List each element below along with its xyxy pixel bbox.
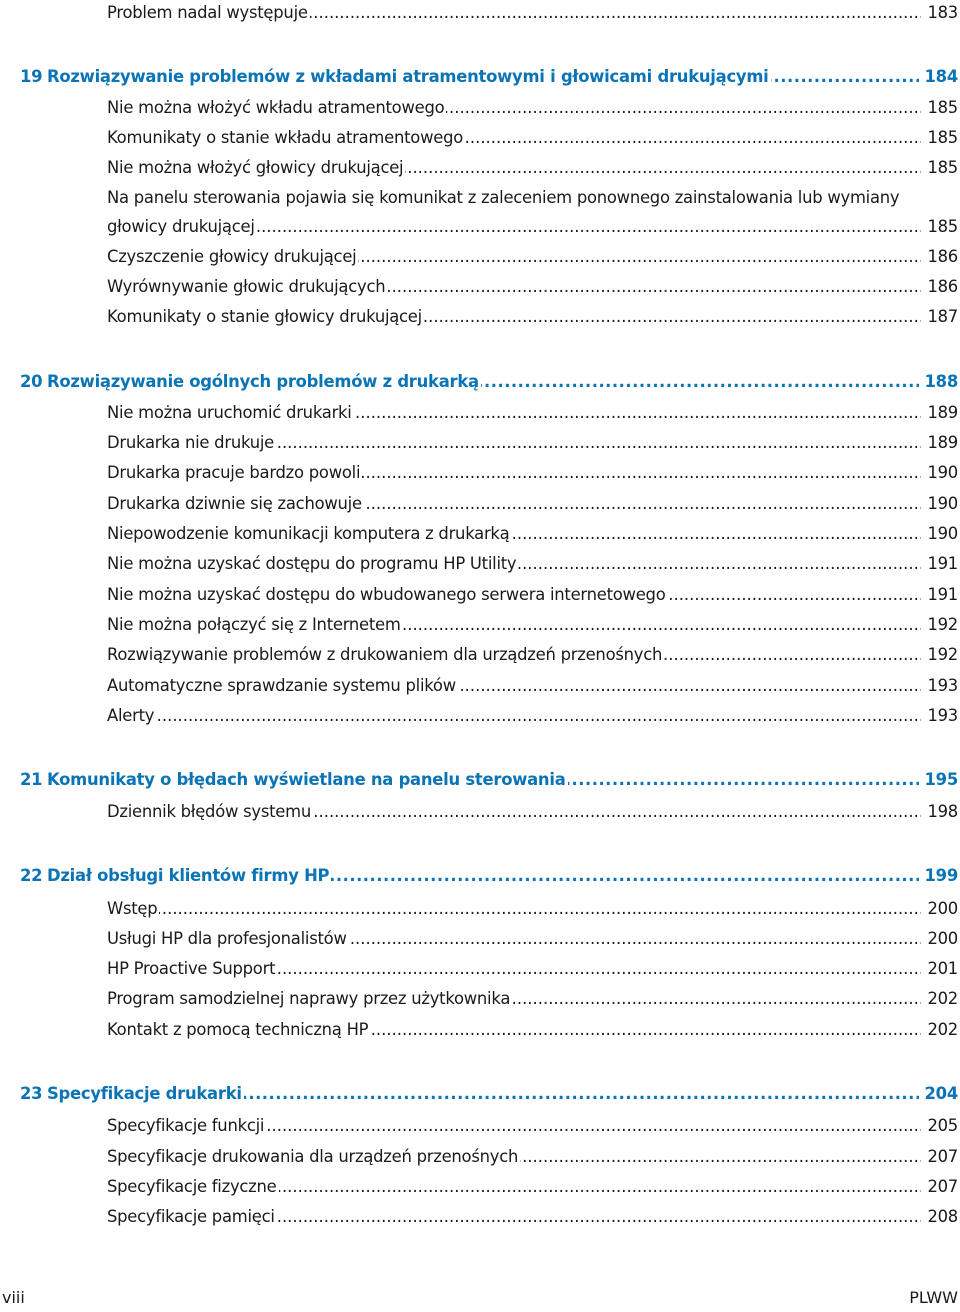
toc-entry-title: Alerty [107,706,155,725]
toc-entry-page: 190 [927,524,958,543]
toc-entry[interactable] [0,270,960,298]
toc-entry-page: 186 [927,247,958,266]
toc-entry-page: 185 [927,128,958,147]
toc-entry-title: Nie można uruchomić drukarki [107,403,352,422]
toc-entry-page: 205 [927,1116,958,1135]
chapter-number: 20 [20,372,43,391]
toc-entry-title: Rozwiązywanie problemów z drukowaniem dla urządzeń przenośnych [107,645,663,664]
toc-entry-title: Drukarka pracuje bardzo powoli [107,463,361,482]
dot-leader [465,127,921,149]
toc-entry-title: Nie można uzyskać dostępu do programu HP Utility [107,554,517,573]
toc-entry-title: Komunikaty o stanie wkładu atramentowego [107,128,463,147]
dot-leader [331,865,918,887]
footer-locale: PLWW [909,1288,958,1307]
toc-entry-title: Nie można połączyć się z Internetem [107,615,401,634]
chapter-title: Rozwiązywanie problemów z wkładami atramentowymi i głowicami drukującymi [47,67,769,86]
toc-entry[interactable] [0,638,960,666]
toc-entry[interactable] [0,669,960,697]
toc-entry[interactable] [0,699,960,727]
dot-leader [481,371,919,393]
dot-leader [771,66,919,88]
toc-entry-page: 207 [927,1177,958,1196]
toc-entry[interactable] [0,91,960,119]
toc-entry-page: 189 [927,403,958,422]
toc-entry[interactable] [0,1140,960,1168]
dot-leader [370,1019,921,1041]
toc-entry-title: Nie można włożyć głowicy drukującej [107,158,404,177]
chapter-number: 23 [20,1084,43,1103]
toc-entry[interactable] [0,982,960,1010]
toc-entry-page: 192 [927,615,958,634]
toc-entry[interactable] [0,1170,960,1198]
dot-leader [257,216,922,238]
toc-entry-page: 193 [927,706,958,725]
toc-entry-title: Automatyczne sprawdzanie systemu plików [107,676,456,695]
toc-entry[interactable] [0,1013,960,1041]
dot-leader [364,493,922,515]
chapter-page: 204 [924,1084,958,1103]
toc-entry-page: 185 [927,217,958,236]
toc-entry-title: Specyfikacje drukowania dla urządzeń przenośnych [107,1147,519,1166]
toc-entry-page: 185 [927,98,958,117]
chapter-title: Specyfikacje drukarki [47,1084,242,1103]
toc-entry[interactable] [0,795,960,823]
toc-chapter-21[interactable] [0,763,960,791]
dot-leader [349,928,922,950]
toc-entry-title: Specyfikacje funkcji [107,1116,265,1135]
toc-entry-page: 201 [927,959,958,978]
footer-page-number: viii [2,1288,25,1307]
toc-entry[interactable] [0,487,960,515]
chapter-title: Komunikaty o błędach wyświetlane na panelu sterowania [47,770,566,789]
dot-leader [568,769,919,791]
toc-entry-title: Program samodzielnej naprawy przez użytkownika [107,989,511,1008]
dot-leader [424,306,922,328]
toc-entry[interactable] [0,1109,960,1137]
toc-entry-page: 190 [927,463,958,482]
toc-chapter-22[interactable] [0,859,960,887]
toc-entry-page: 200 [927,899,958,918]
toc-entry-page: 190 [927,494,958,513]
chapter-page: 188 [924,372,958,391]
toc-entry-title: Drukarka dziwnie się zachowuje [107,494,362,513]
toc-entry-page: 189 [927,433,958,452]
toc-entry[interactable] [0,1200,960,1228]
toc-entry-title: HP Proactive Support [107,959,276,978]
toc-entry-title: Komunikaty o stanie głowicy drukującej [107,307,422,326]
dot-leader [244,1083,919,1105]
toc-entry[interactable] [0,578,960,606]
toc-entry-title: Wstęp [107,899,158,918]
chapter-page: 195 [924,770,958,789]
chapter-page: 184 [924,67,958,86]
toc-entry[interactable] [0,240,960,268]
toc-entry-page: 208 [927,1207,958,1226]
dot-leader [403,614,922,636]
dot-leader [279,1176,922,1198]
toc-entry[interactable] [0,151,960,179]
dot-leader [266,1115,921,1137]
toc-entry-title: Drukarka nie drukuje [107,433,274,452]
toc-entry-title: Specyfikacje fizyczne [107,1177,277,1196]
toc-entry-page: 191 [927,554,958,573]
toc-entry[interactable] [0,121,960,149]
toc-entry-title: Problem nadal występuje [107,3,308,22]
chapter-number: 22 [20,866,43,885]
dot-leader [277,1206,922,1228]
toc-entry[interactable] [0,396,960,424]
toc-entry-title: Niepowodzenie komunikacji komputera z drukarką [107,524,510,543]
chapter-title: Dział obsługi klientów firmy HP [47,866,330,885]
dot-leader [277,958,921,980]
toc-entry-title: Specyfikacje pamięci [107,1207,275,1226]
dot-leader [358,246,921,268]
toc-entry-page: 193 [927,676,958,695]
dot-leader [156,705,921,727]
dot-leader [664,644,921,666]
chapter-number: 21 [20,770,43,789]
toc-entry[interactable] [0,517,960,545]
toc-entry-title: Czyszczenie głowicy drukującej [107,247,357,266]
toc-entry-page: 202 [927,989,958,1008]
toc-entry-page: 185 [927,158,958,177]
toc-entry[interactable] [0,952,960,980]
dot-leader [159,898,921,920]
toc-chapter-19[interactable] [0,60,960,88]
dot-leader [362,462,921,484]
toc-entry-page: 202 [927,1020,958,1039]
toc-entry-page: 183 [927,3,958,22]
toc-entry[interactable] [0,608,960,636]
chapter-title: Rozwiązywanie ogólnych problemów z drukarką [47,372,479,391]
toc-chapter-20[interactable] [0,365,960,393]
toc-entry-page: 200 [927,929,958,948]
toc-entry-page: 191 [927,585,958,604]
toc-entry-page: 198 [927,802,958,821]
toc-entry-title: Nie można uzyskać dostępu do wbudowanego serwera internetowego [107,585,666,604]
toc-entry[interactable] [0,426,960,454]
toc-entry[interactable] [0,547,960,575]
toc-entry-title: Nie można włożyć wkładu atramentowego [107,98,445,117]
dot-leader [667,584,921,606]
dot-leader [518,553,921,575]
dot-leader [405,157,921,179]
dot-leader [310,2,922,24]
dot-leader [512,988,921,1010]
toc-entry-page: 192 [927,645,958,664]
toc-entry-title: Usługi HP dla profesjonalistów [107,929,347,948]
toc-entry-page: 186 [927,277,958,296]
dot-leader [520,1146,921,1168]
toc-entry[interactable] [0,456,960,484]
toc-chapter-23[interactable] [0,1077,960,1105]
toc-entry-title: głowicy drukującej [107,217,255,236]
dot-leader [276,432,921,454]
toc-entry-first-line[interactable] [0,181,960,209]
toc-entry-title: Dziennik błędów systemu [107,802,311,821]
dot-leader [354,402,922,424]
toc-entry-page: 187 [927,307,958,326]
toc-entry[interactable] [0,892,960,920]
toc-entry[interactable] [0,922,960,950]
toc-entry-title: Wyrównywanie głowic drukujących [107,277,386,296]
dot-leader [313,801,921,823]
toc-entry-title: Na panelu sterowania pojawia się komunikat z zaleceniem ponownego zainstalowania lub wymiany [107,188,900,207]
dot-leader [446,97,921,119]
chapter-page: 199 [924,866,958,885]
dot-leader [458,675,922,697]
toc-entry[interactable] [0,210,960,238]
toc-entry[interactable] [0,300,960,328]
toc-entry[interactable] [0,0,960,24]
toc-entry-title: Kontakt z pomocą techniczną HP [107,1020,369,1039]
dot-leader [511,523,921,545]
toc-entry-page: 207 [927,1147,958,1166]
dot-leader [387,276,921,298]
chapter-number: 19 [20,67,43,86]
